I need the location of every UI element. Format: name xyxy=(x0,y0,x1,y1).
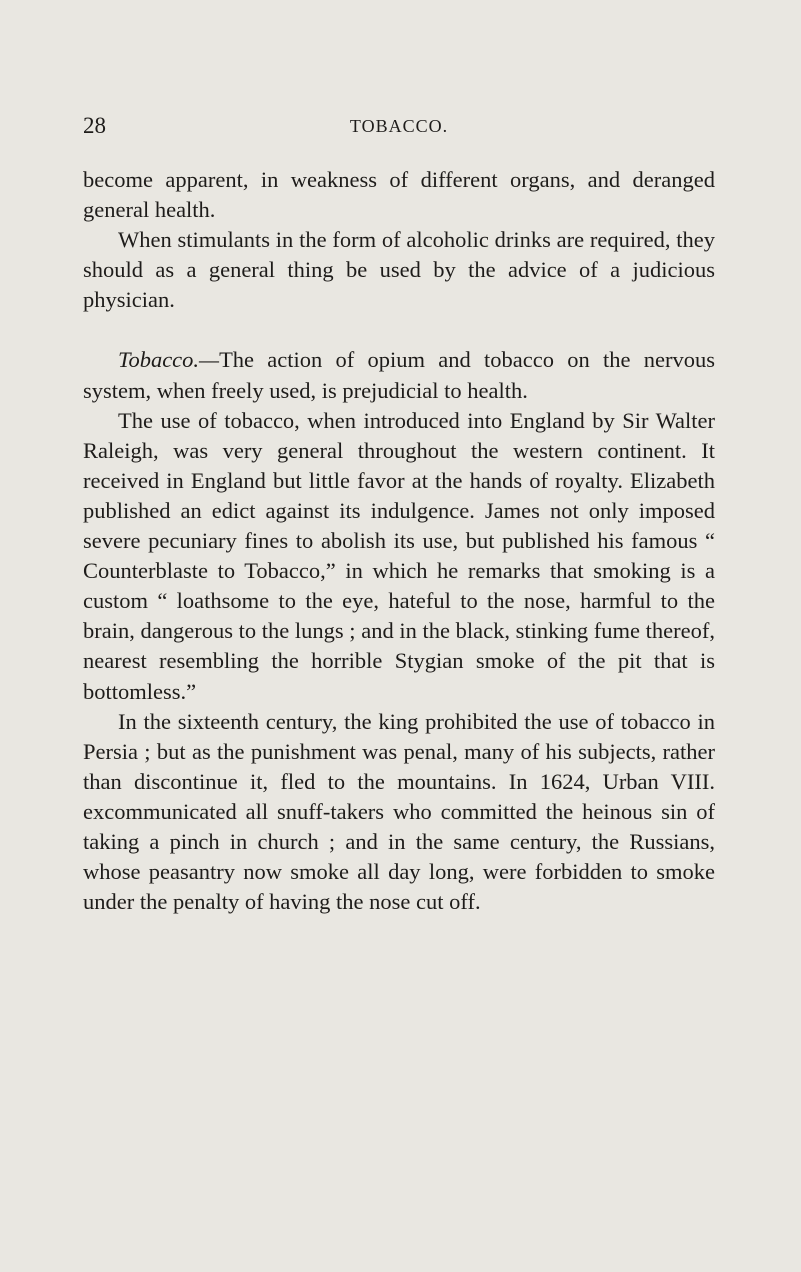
page-header xyxy=(83,113,715,141)
paragraph-stimulants: When stimulants in the form of alcoholic drinks are required, they should as a general thing be used by the advice of a judicious physician. xyxy=(83,227,715,313)
body-text xyxy=(83,165,715,917)
paragraph-tobacco-intro xyxy=(83,345,715,405)
section-heading-tobacco: Tobacco.— xyxy=(118,347,220,373)
paragraph-persia-russia: In the sixteenth century, the king prohibited the use of tobacco in Persia ; but as the punishment was penal, many of his subjects, rather than discontinue it, fled to the mountains. In 1624, Urban VIII. excommunicated all snuff-takers who committed the heinous sin of taking a pinch in church ; and in the same century, the Russians, whose peasantry now smoke all day long, were forbidden to smoke under the penalty of having the nose cut off. xyxy=(83,708,715,915)
page-number: 28 xyxy=(83,113,106,138)
paragraph-england-history: The use of tobacco, when introduced into England by Sir Walter Raleigh, was very general throughout the western continent. It received in England but little favor at the hands of royalty. Elizabeth published an edict against its indulgence. James not only imposed severe pecuniary fines to abolish its use, but published his famous “ Counterblaste to Tobacco,” in which he remarks that smoking is a custom “ loathsome to the eye, hateful to the nose, harmful to the brain, dangerous to the lungs ; and in the black, stinking fume thereof, nearest resembling the horrible Stygian smoke of the pit that is bottomless.” xyxy=(83,407,715,704)
paragraph-tobacco-intro-text: The action of opium and tobacco on the nervous system, when freely used, is prejudicial to health. xyxy=(83,347,715,403)
running-head: TOBACCO. xyxy=(349,116,449,136)
paragraph-continuation: become apparent, in weakness of different organs, and deranged general health. xyxy=(83,167,715,223)
